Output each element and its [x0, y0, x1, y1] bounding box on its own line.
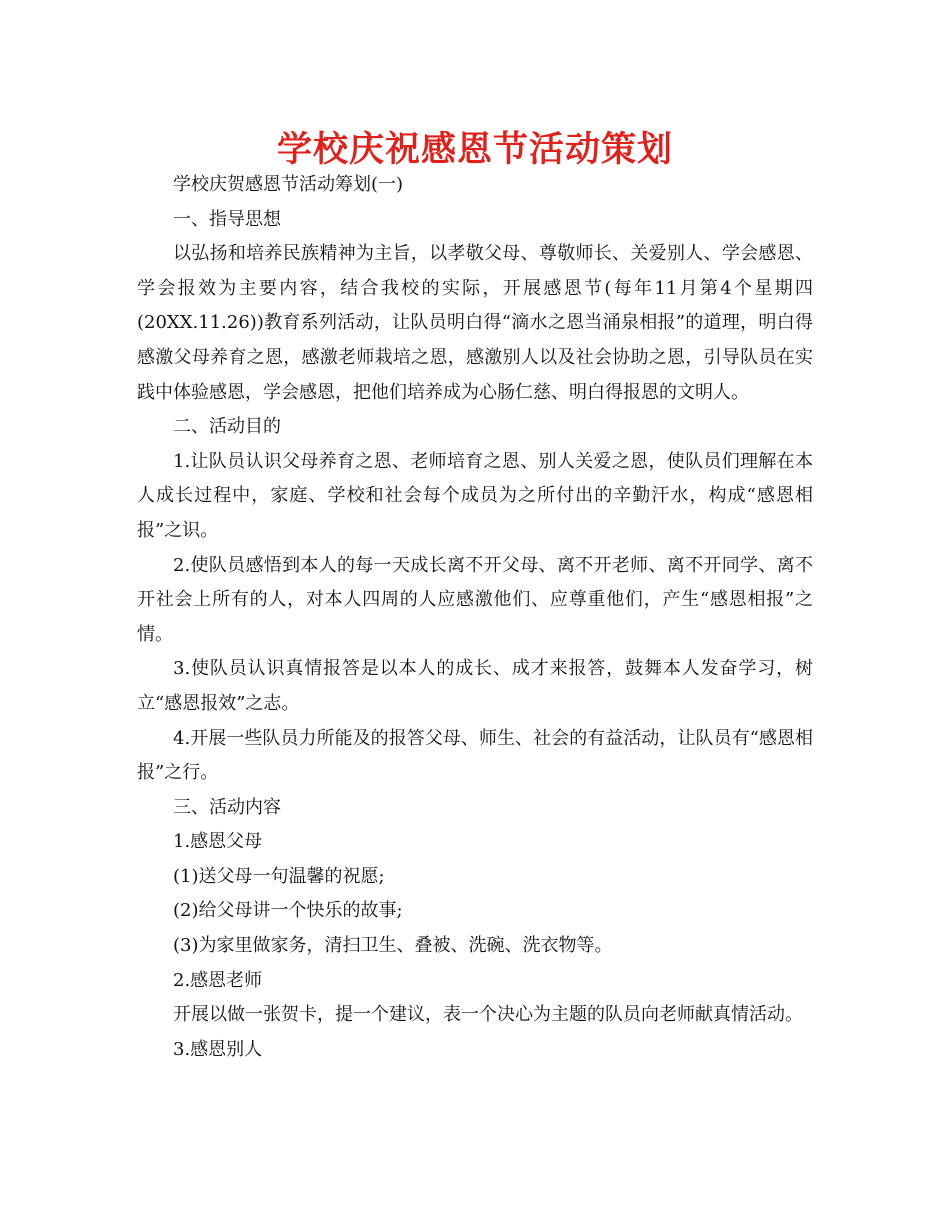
list-item-parents-1: (1)送父母一句温馨的祝愿; — [173, 865, 385, 887]
heading-guiding-ideology: 一、指导思想 — [173, 208, 281, 230]
list-item-parents-3: (3)为家里做家务，清扫卫生、叠被、洗碗、洗衣物等。 — [173, 935, 613, 957]
paragraph-purpose-3: 3.使队员认识真情报答是以本人的成长、成才来报答，鼓舞本人发奋学习，树立“感恩报效”之志。 — [137, 658, 813, 714]
heading-thank-teachers: 2.感恩老师 — [173, 969, 263, 991]
heading-activity-purpose: 二、活动目的 — [173, 416, 281, 438]
paragraph-purpose-1: 1.让队员认识父母养育之恩、老师培育之恩、别人关爱之恩，使队员们理解在本人成长过程中，家庭、学校和社会每个成员为之所付出的辛勤汗水，构成“感恩相报”之识。 — [137, 450, 813, 541]
heading-thank-parents: 1.感恩父母 — [173, 831, 263, 853]
heading-thank-others: 3.感恩别人 — [173, 1038, 263, 1060]
heading-activity-content: 三、活动内容 — [173, 796, 281, 818]
paragraph-purpose-4: 4.开展一些队员力所能及的报答父母、师生、社会的有益活动，让队员有“感恩相报”之行。 — [137, 727, 813, 784]
paragraph-thank-teachers: 开展以做一张贺卡，提一个建议，表一个决心为主题的队员向老师献真情活动。 — [173, 1004, 803, 1026]
document-title: 学校庆祝感恩节活动策划 — [276, 130, 673, 170]
paragraph-guiding-ideology: 以弘扬和培养民族精神为主旨，以孝敬父母、尊敬师长、关爱别人、学会感恩、学会报效为主要内容，结合我校的实际，开展感恩节(每年11月第4个星期四(20XX.11.26))教育系列活动，让队员明白得“滴水之恩当涌泉相报”的道理，明白得感激父母养育之恩，感激老师栽培之恩，感激别人以及社会协助之恩，引导队员在实践中体验感恩，学会感恩，把他们培养成为心肠仁慈、明白得报恩的文明人。 — [137, 243, 813, 403]
list-item-parents-2: (2)给父母讲一个快乐的故事; — [173, 900, 403, 922]
paragraph-subtitle: 学校庆贺感恩节活动筹划(一) — [173, 174, 404, 195]
document-body — [137, 168, 813, 1067]
paragraph-purpose-2: 2.使队员感悟到本人的每一天成长离不开父母、离不开老师、离不开同学、离不开社会上所有的人，对本人四周的人应感激他们、应尊重他们，产生“感恩相报”之情。 — [137, 554, 813, 645]
